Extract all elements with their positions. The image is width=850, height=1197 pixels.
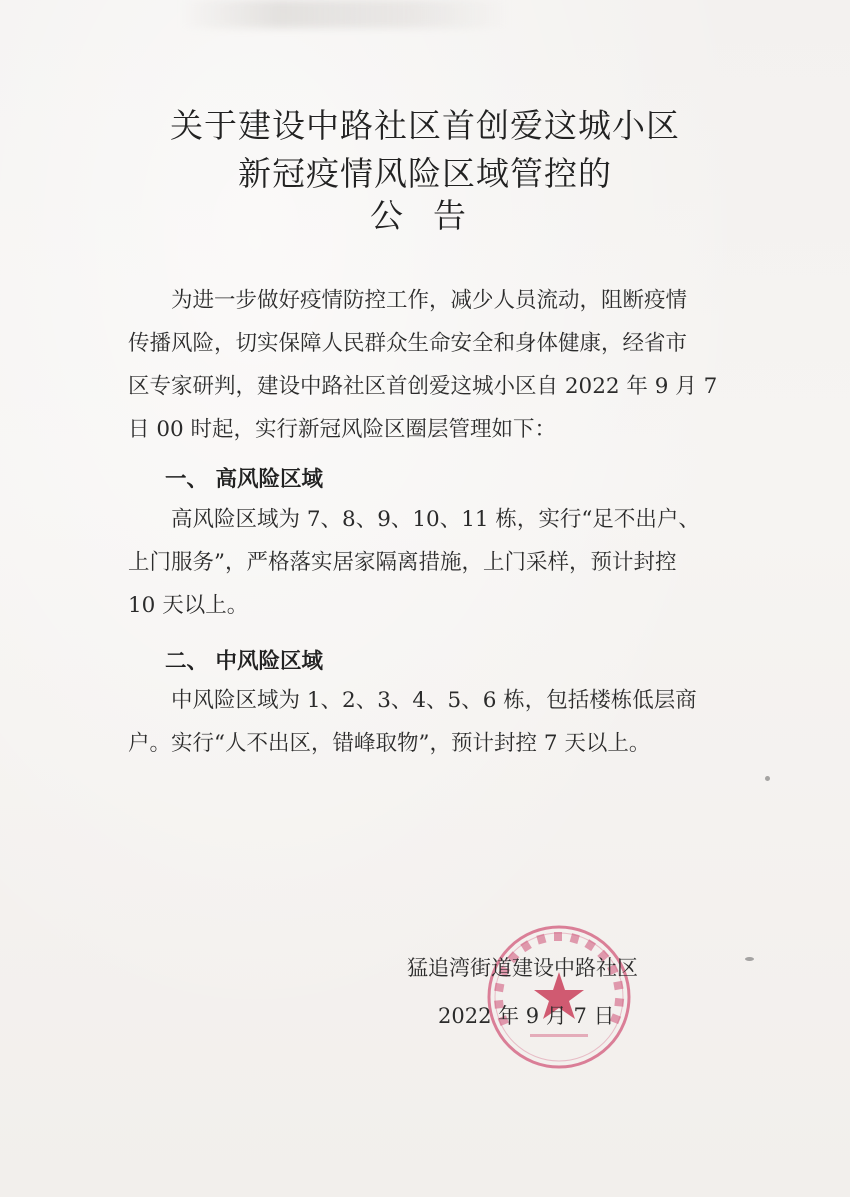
- bleed-through-shadow: [180, 0, 510, 28]
- section-1-paragraph: [128, 498, 728, 627]
- official-seal: [484, 922, 634, 1072]
- scan-speck: [765, 776, 770, 781]
- section-2-line: 户。实行“人不出区，错峰取物”，预计封控 7 天以上。: [128, 731, 651, 756]
- intro-paragraph: [128, 279, 728, 451]
- title-line-1: 关于建设中路社区首创爱这城小区: [170, 106, 680, 145]
- signature-organization: 猛追湾街道建设中路社区: [407, 956, 638, 980]
- seal-bottom-text-marks: [530, 1034, 588, 1037]
- scan-speck: [745, 957, 754, 961]
- section-1-line: 10 天以上。: [128, 593, 249, 618]
- intro-line: 为进一步做好疫情防控工作，减少人员流动，阻断疫情: [171, 288, 688, 313]
- intro-line: 传播风险，切实保障人民群众生命安全和身体健康，经省市: [128, 331, 688, 356]
- intro-line: 区专家研判，建设中路社区首创爱这城小区自 2022 年 9 月 7: [128, 374, 718, 399]
- section-2-heading: 二、 中风险区域: [165, 649, 323, 674]
- section-1-line: 高风险区域为 7、8、9、10、11 栋，实行“足不出户、: [171, 507, 700, 532]
- section-1-line: 上门服务”，严格落实居家隔离措施，上门采样，预计封控: [128, 550, 677, 575]
- intro-line: 日 00 时起，实行新冠风险区圈层管理如下：: [128, 417, 557, 442]
- section-1-heading: 一、 高风险区域: [165, 467, 323, 492]
- signature-date: 2022 年 9 月 7 日: [438, 1004, 615, 1028]
- section-2-paragraph: [128, 679, 728, 765]
- title-line-2: 新冠疫情风险区域管控的: [238, 154, 612, 193]
- title-line-3: 公告: [370, 196, 496, 235]
- section-2-line: 中风险区域为 1、2、3、4、5、6 栋，包括楼栋低层商: [171, 688, 697, 713]
